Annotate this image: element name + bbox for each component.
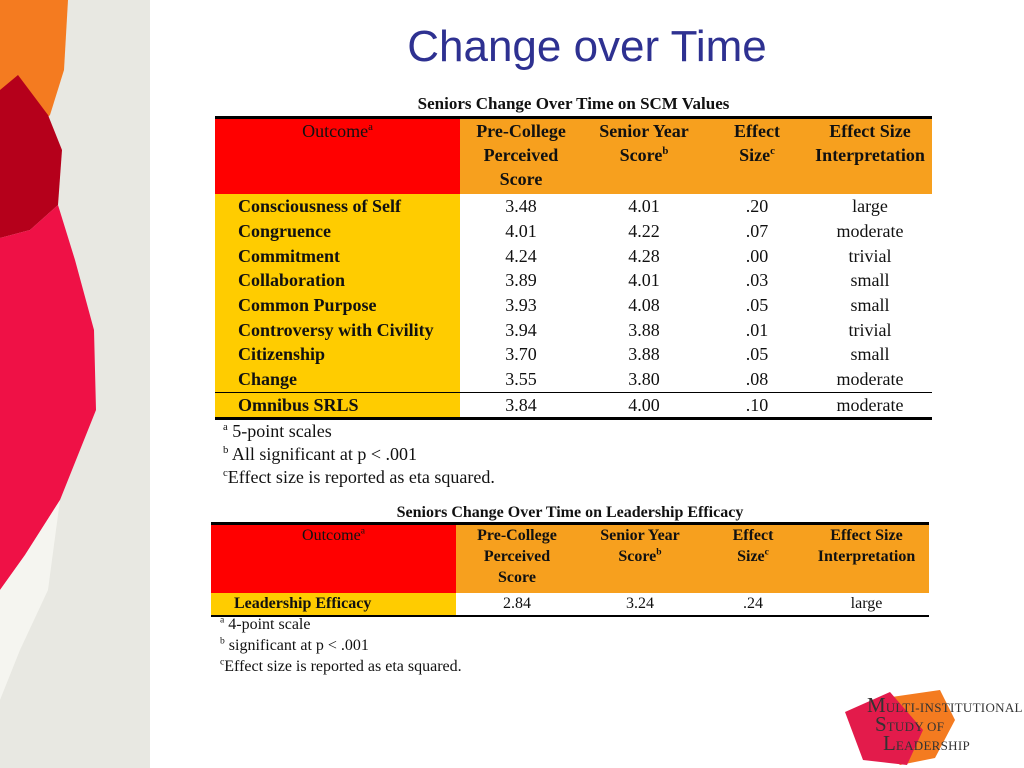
effect-size: .20 [706, 194, 808, 219]
row-label: Congruence [215, 219, 460, 244]
msl-logo-text: MULTI-INSTITUTIONAL STUDY OF LEADERSHIP [867, 693, 1023, 755]
table-row [215, 243, 932, 268]
row-label: Citizenship [215, 342, 460, 367]
slide-title: Change over Time [407, 22, 767, 71]
effect-size: .01 [706, 317, 808, 342]
side-decoration [0, 0, 150, 768]
row-label: Consciousness of Self [215, 194, 460, 219]
row-label: Common Purpose [215, 293, 460, 318]
pre-college-score: 3.89 [460, 268, 582, 293]
header-interpretation: Effect Size Interpretation [804, 524, 929, 594]
effect-interpretation: moderate [808, 219, 932, 244]
effect-interpretation: moderate [808, 367, 932, 392]
table2-footnotes [220, 614, 462, 677]
row-label: Controversy with Civility [215, 317, 460, 342]
senior-year-score: 3.88 [582, 317, 706, 342]
effect-size: .08 [706, 367, 808, 392]
effect-interpretation: trivial [808, 243, 932, 268]
footnote: $^a$ 4-point scale [220, 614, 311, 633]
pre-college-score: 2.84 [456, 593, 578, 616]
table-row [215, 268, 932, 293]
senior-year-score: 3.88 [582, 342, 706, 367]
pre-college-score: 3.84 [460, 392, 582, 419]
footnote: $^c$Effect size is reported as eta squared. [220, 656, 462, 675]
footnote: $^b$ significant at p < .001 [220, 635, 369, 654]
effect-size: .07 [706, 219, 808, 244]
pre-college-score: 4.01 [460, 219, 582, 244]
table-row [215, 219, 932, 244]
table-row [215, 194, 932, 219]
table-row [215, 293, 932, 318]
header-senior-year: Senior Year Score$^b$ [582, 118, 706, 195]
pre-college-score: 3.48 [460, 194, 582, 219]
senior-year-score: 4.28 [582, 243, 706, 268]
pre-college-score: 3.93 [460, 293, 582, 318]
header-pre-college: Pre-College Perceived Score [456, 524, 578, 594]
table-row [215, 342, 932, 367]
header-effect-size: Effect Size$^c$ [706, 118, 808, 195]
effect-interpretation: large [804, 593, 929, 616]
table-header-row [215, 118, 932, 195]
table-header-row [211, 524, 929, 594]
row-label: Leadership Efficacy [211, 593, 456, 616]
table-row [215, 392, 932, 419]
row-label: Commitment [215, 243, 460, 268]
table1-caption: Seniors Change Over Time on SCM Values [417, 94, 730, 113]
senior-year-score: 3.80 [582, 367, 706, 392]
table2-caption: Seniors Change Over Time on Leadership Efficacy [396, 504, 744, 521]
row-label: Change [215, 367, 460, 392]
scm-values-table [215, 116, 932, 420]
header-pre-college: Pre-College Perceived Score [460, 118, 582, 195]
pre-college-score: 3.70 [460, 342, 582, 367]
senior-year-score: 4.01 [582, 268, 706, 293]
pre-college-score: 4.24 [460, 243, 582, 268]
effect-size: .24 [702, 593, 804, 616]
table-row [215, 367, 932, 392]
effect-interpretation: trivial [808, 317, 932, 342]
header-effect-size: Effect Size$^c$ [702, 524, 804, 594]
pre-college-score: 3.55 [460, 367, 582, 392]
senior-year-score: 4.00 [582, 392, 706, 419]
effect-interpretation: large [808, 194, 932, 219]
header-senior-year: Senior Year Score$^b$ [578, 524, 702, 594]
row-label: Collaboration [215, 268, 460, 293]
effect-size: .05 [706, 293, 808, 318]
effect-size: .00 [706, 243, 808, 268]
row-label: Omnibus SRLS [215, 392, 460, 419]
effect-interpretation: moderate [808, 392, 932, 419]
senior-year-score: 3.24 [578, 593, 702, 616]
header-interpretation: Effect Size Interpretation [808, 118, 932, 195]
table1-footnotes [223, 420, 495, 489]
senior-year-score: 4.08 [582, 293, 706, 318]
effect-interpretation: small [808, 268, 932, 293]
footnote: $^b$ All significant at p < .001 [223, 444, 418, 464]
senior-year-score: 4.01 [582, 194, 706, 219]
effect-size: .03 [706, 268, 808, 293]
effect-size: .10 [706, 392, 808, 419]
footnote: $^a$ 5-point scales [223, 421, 332, 441]
table-row [211, 593, 929, 616]
senior-year-score: 4.22 [582, 219, 706, 244]
pre-college-score: 3.94 [460, 317, 582, 342]
effect-size: .05 [706, 342, 808, 367]
effect-interpretation: small [808, 342, 932, 367]
header-outcome: Outcome$^a$ [211, 524, 456, 594]
effect-interpretation: small [808, 293, 932, 318]
header-outcome: Outcome$^a$ [215, 118, 460, 195]
leadership-efficacy-table [211, 522, 929, 617]
footnote: $^c$Effect size is reported as eta squared. [223, 467, 495, 487]
table-row [215, 317, 932, 342]
